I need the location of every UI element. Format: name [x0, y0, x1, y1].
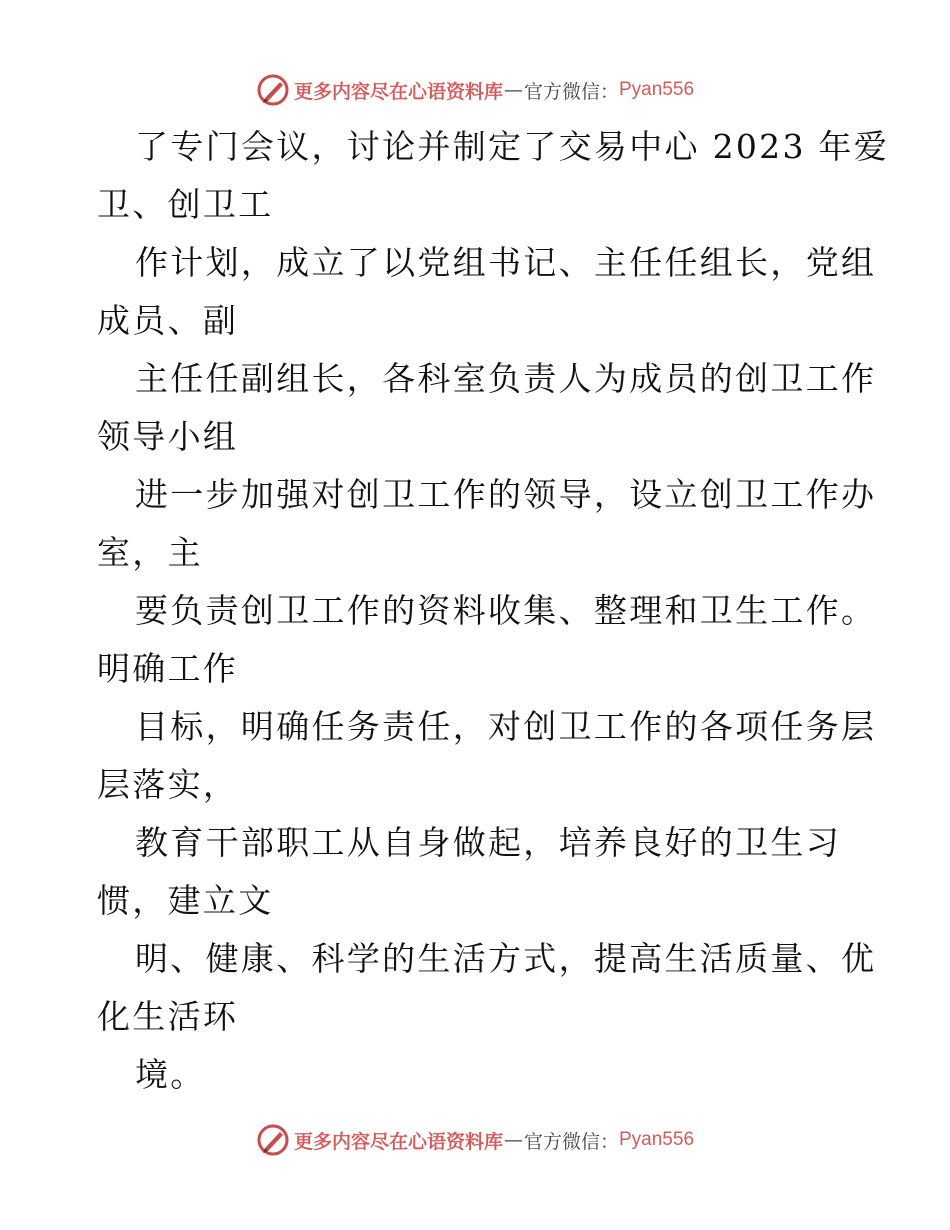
body-line: 化生活环: [97, 997, 239, 1036]
body-line: 明确工作: [97, 649, 239, 688]
body-line: 要负责创卫工作的资料收集、整理和卫生工作。: [135, 591, 877, 630]
header-banner: [0, 70, 950, 110]
banner-brand-text: 更多内容尽在心语资料库: [293, 1130, 503, 1153]
body-line: 教育干部职工从自身做起，培养良好的卫生习: [135, 823, 841, 862]
banner-wechat-id: Pyan556: [619, 79, 695, 100]
body-line: 层落实，: [97, 765, 239, 804]
pen-logo-icon: [256, 1123, 290, 1157]
body-line: 领导小组: [97, 417, 239, 456]
body-line: 卫、创卫工: [97, 185, 274, 224]
body-line: 进一步加强对创卫工作的领导，设立创卫工作办: [135, 475, 877, 514]
body-line: 室，主: [97, 533, 203, 572]
body-line: 明、健康、科学的生活方式，提高生活质量、优: [135, 939, 877, 978]
banner-wechat-label: 官方微信：: [523, 80, 619, 103]
banner-wechat-id: Pyan556: [619, 1129, 695, 1150]
body-line: 作计划，成立了以党组书记、主任任组长，党组: [135, 243, 877, 282]
banner-brand-text: 更多内容尽在心语资料库: [293, 80, 503, 103]
body-line: 主任任副组长，各科室负责人为成员的创卫工作: [135, 359, 877, 398]
body-line: 惯，建立文: [97, 881, 274, 920]
footer-banner: [0, 1120, 950, 1160]
banner-separator: —: [503, 1129, 523, 1151]
body-line: 了专门会议，讨论并制定了交易中心 2023 年爱: [135, 127, 890, 166]
body-line: 境。: [135, 1055, 206, 1094]
body-line: 成员、副: [97, 301, 239, 340]
body-line: 目标，明确任务责任，对创卫工作的各项任务层: [135, 707, 877, 746]
pen-logo-icon: [256, 73, 290, 107]
banner-separator: —: [503, 79, 523, 101]
banner-wechat-label: 官方微信：: [523, 1130, 619, 1153]
